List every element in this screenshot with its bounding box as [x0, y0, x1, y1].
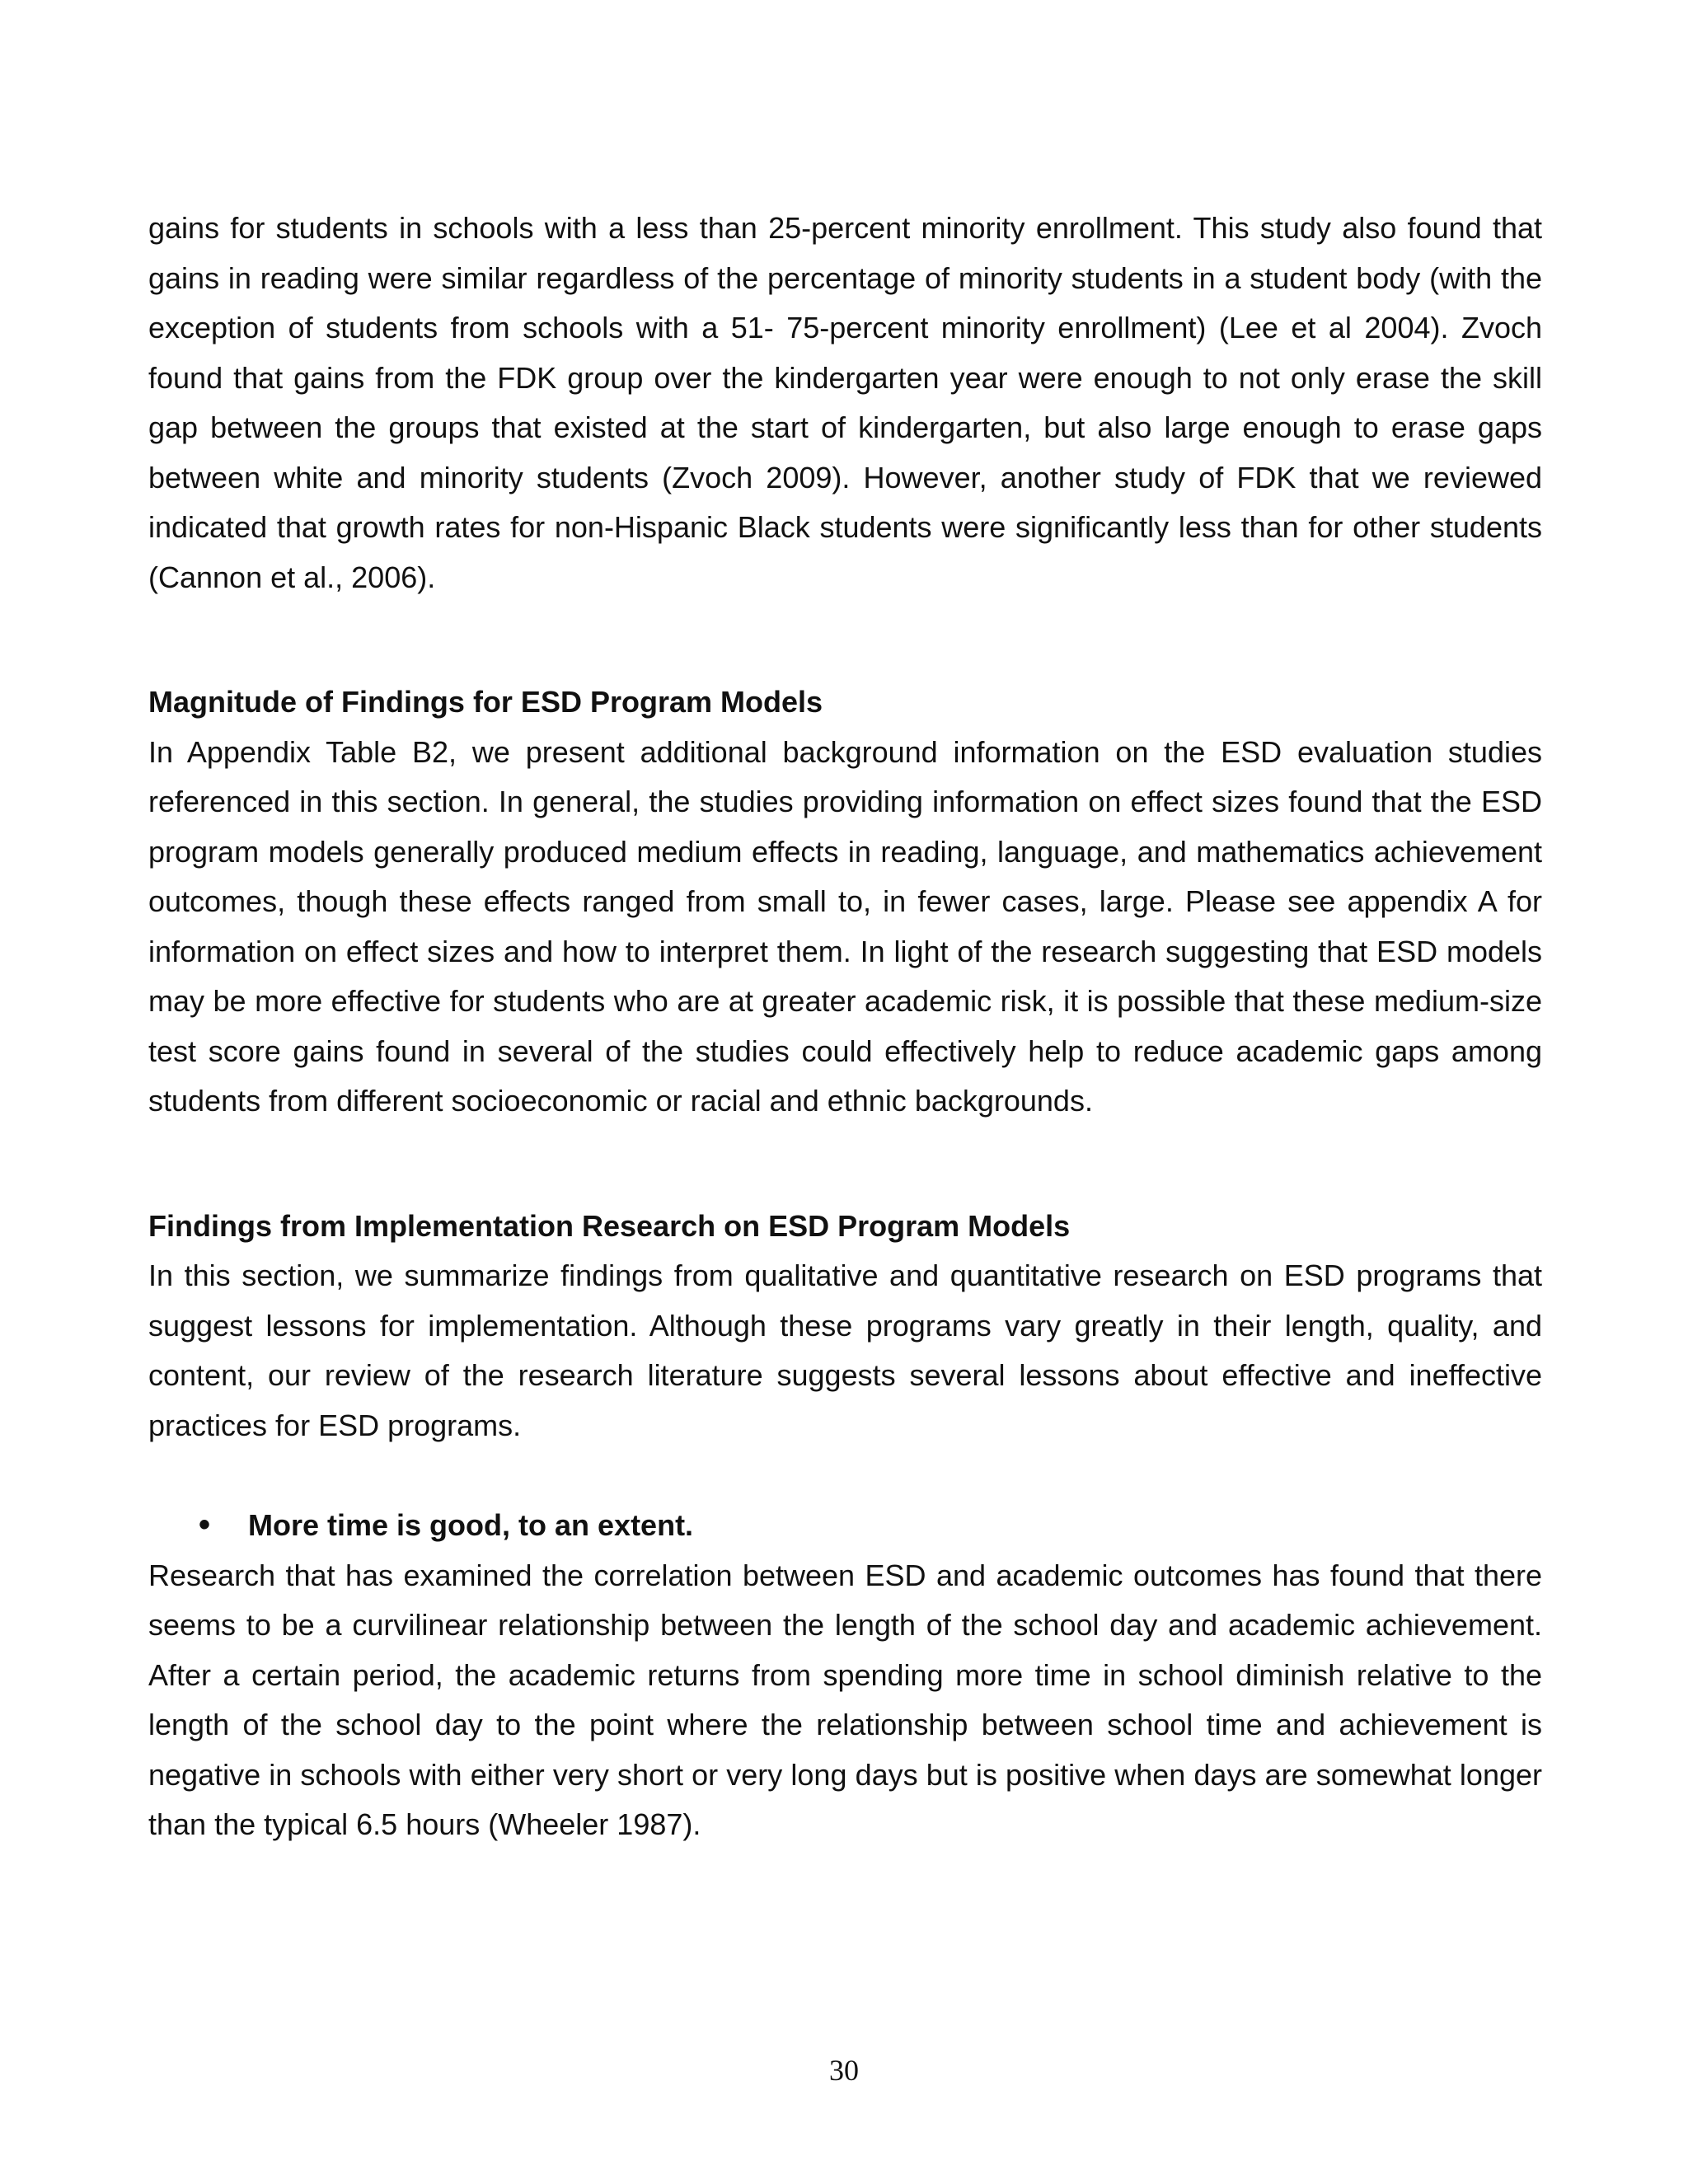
page-content [148, 204, 1542, 1850]
bullet-dot-icon: • [198, 1507, 210, 1543]
page-number: 30 [829, 2054, 859, 2087]
paragraph-curvilinear-relationship: Research that has examined the correlation between ESD and academic outcomes has found that there seems to be a curvilinear relationship between the length of the school day and academic achievement. After a certain period, the academic returns from spending more time in school diminish relative to the length of the school day to the point where the relationship between school time and achievement is negative in schools with either very short or very long days but is positive when days are somewhat longer than the typical 6.5 hours (Wheeler 1987). [148, 1558, 1542, 1841]
section-spacer [148, 1127, 1542, 1202]
bullet-indent [148, 1500, 248, 1551]
bullet-label: More time is good, to an extent. [248, 1508, 694, 1542]
paragraph-minority-gains: gains for students in schools with a less than 25-percent minority enrollment. This study also found that gains in reading were similar regardless of the percentage of minority students in a student body (with the exception of students from schools with a 51- 75-percent minority enrollment) (Lee et al 2004). Zvoch found that gains from the FDK group over the kindergarten year were enough to not only erase the skill gap between the groups that existed at the start of kindergarten, but also large enough to erase gaps between white and minority students (Zvoch 2009). However, another study of FDK that we reviewed indicated that growth rates for non-Hispanic Black students were significantly less than for other students (Cannon et al., 2006). [148, 211, 1542, 594]
section-spacer [148, 602, 1542, 677]
heading-implementation-research: Findings from Implementation Research on ESD Program Models [148, 1208, 1071, 1243]
heading-magnitude-of-findings: Magnitude of Findings for ESD Program Models [148, 685, 823, 719]
paragraph-effect-sizes: In Appendix Table B2, we present additional background information on the ESD evaluation studies referenced in this section. In general, the studies providing information on effect sizes found that the ESD program models generally produced medium effects in reading, language, and mathematics achievement outcomes, though these effects ranged from small to, in fewer cases, large. Please see appendix A for information on effect sizes and how to interpret them. In light of the research suggesting that ESD models may be more effective for students who are at greater academic risk, it is possible that these medium-size test score gains found in several of the studies could effectively help to reduce academic gaps among students from different socioeconomic or racial and ethnic backgrounds. [148, 734, 1542, 1118]
section-spacer [148, 1451, 1542, 1500]
paragraph-implementation-lessons: In this section, we summarize findings from qualitative and quantitative research on ESD programs that suggest lessons for implementation. Although these programs vary greatly in their length, quality, and content, our review of the research literature suggests several lessons about effective and ineffective practices for ESD programs. [148, 1258, 1542, 1442]
bullet-item-more-time [148, 1500, 1542, 1551]
